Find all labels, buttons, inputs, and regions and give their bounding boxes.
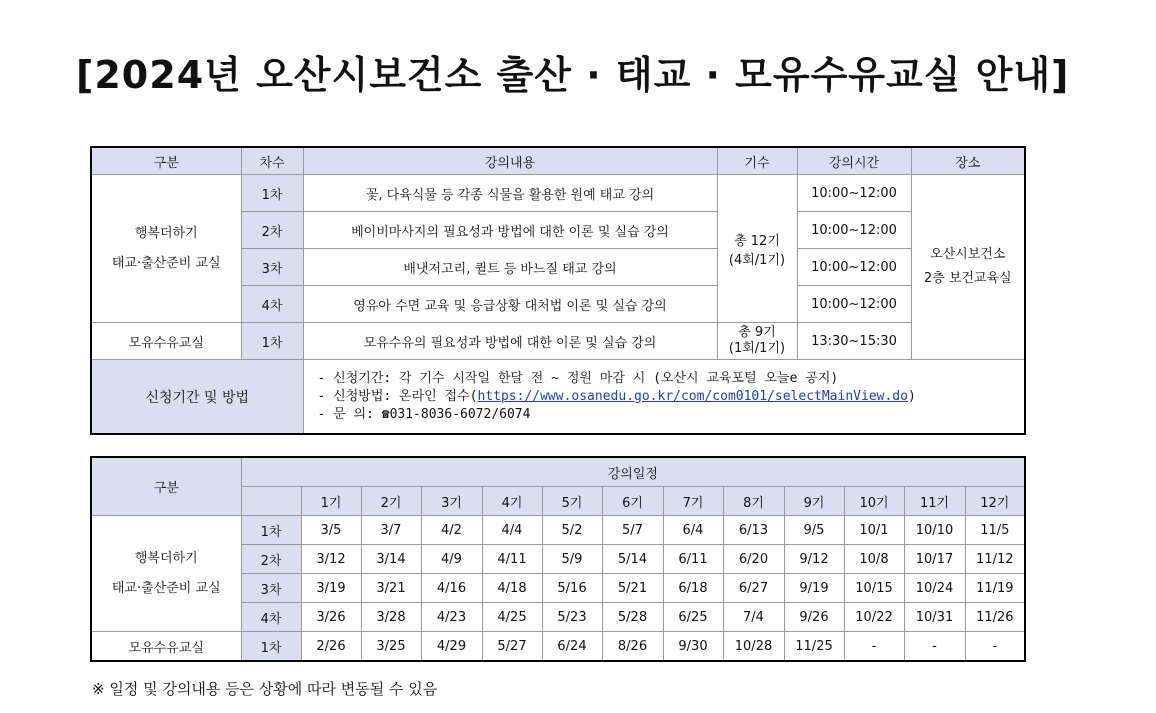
date-cell: 10/28: [723, 632, 784, 662]
round-cell: 1차: [241, 516, 301, 545]
content-cell: 배냇저고리, 퀼트 등 바느질 태교 강의: [303, 249, 717, 286]
date-cell: 9/19: [784, 574, 844, 603]
round-cell: 1차: [241, 175, 303, 212]
date-cell: 4/18: [482, 574, 542, 603]
col-cohort-6: 6기: [602, 487, 663, 516]
date-cell: 8/26: [602, 632, 663, 662]
date-cell: 7/4: [723, 603, 784, 632]
col-header-cohort: 기수: [717, 147, 797, 175]
content-cell: 꽃, 다육식물 등 각종 식물을 활용한 원예 태교 강의: [303, 175, 717, 212]
time-cell: 10:00~12:00: [797, 175, 911, 212]
date-cell: 9/30: [663, 632, 723, 662]
date-cell: 6/13: [723, 516, 784, 545]
date-cell: 4/16: [421, 574, 482, 603]
table-header-row: [91, 147, 1025, 175]
date-cell: 10/1: [844, 516, 904, 545]
apply-url-link[interactable]: https://www.osanedu.go.kr/com/com0101/selectMainView.do: [477, 388, 908, 404]
date-cell: 11/19: [965, 574, 1025, 603]
date-cell: 10/24: [904, 574, 965, 603]
time-cell: 10:00~12:00: [797, 286, 911, 323]
date-cell: 6/24: [542, 632, 602, 662]
cohort-cell-breastfeeding: 총 9기 (1회/1기): [717, 323, 797, 360]
date-cell: 6/25: [663, 603, 723, 632]
col-cohort-3: 3기: [421, 487, 482, 516]
date-cell: 11/5: [965, 516, 1025, 545]
col-cohort-9: 9기: [784, 487, 844, 516]
col-cohort-1: 1기: [301, 487, 361, 516]
program-info-table: [90, 146, 1026, 435]
date-cell: 10/15: [844, 574, 904, 603]
date-cell: 6/27: [723, 574, 784, 603]
date-cell: 3/14: [361, 545, 421, 574]
table-row: [91, 175, 1025, 212]
date-cell: 3/12: [301, 545, 361, 574]
schedule-header-row: [91, 457, 1025, 487]
table-row: [91, 632, 1025, 662]
date-cell: 4/23: [421, 603, 482, 632]
round-cell: 2차: [241, 212, 303, 249]
place-cell: 오산시보건소 2층 보건교육실: [911, 175, 1025, 360]
date-cell: 6/11: [663, 545, 723, 574]
time-cell: 10:00~12:00: [797, 212, 911, 249]
round-cell: 4차: [241, 286, 303, 323]
content-cell: 영유아 수면 교육 및 응급상황 대처법 이론 및 실습 강의: [303, 286, 717, 323]
time-cell: 10:00~12:00: [797, 249, 911, 286]
group-name-breastfeeding: 모유수유교실: [91, 323, 241, 360]
col-header-content: 강의내용: [303, 147, 717, 175]
date-cell: 4/4: [482, 516, 542, 545]
date-cell: 9/5: [784, 516, 844, 545]
date-cell: 5/7: [602, 516, 663, 545]
date-cell: 10/22: [844, 603, 904, 632]
col-header-category: 구분: [91, 147, 241, 175]
col-cohort-7: 7기: [663, 487, 723, 516]
date-cell: 3/21: [361, 574, 421, 603]
date-cell: 10/31: [904, 603, 965, 632]
date-cell: 3/26: [301, 603, 361, 632]
schedule-title-header: 강의일정: [241, 457, 1025, 487]
date-cell: 10/10: [904, 516, 965, 545]
round-cell: 4차: [241, 603, 301, 632]
date-cell: 10/17: [904, 545, 965, 574]
col-header-round: 차수: [241, 147, 303, 175]
col-cohort-4: 4기: [482, 487, 542, 516]
date-cell: 4/25: [482, 603, 542, 632]
content-cell: 모유수유의 필요성과 방법에 대한 이론 및 실습 강의: [303, 323, 717, 360]
date-cell: 3/7: [361, 516, 421, 545]
round-cell: 1차: [241, 632, 301, 662]
content-cell: 베이비마사지의 필요성과 방법에 대한 이론 및 실습 강의: [303, 212, 717, 249]
date-cell: 5/21: [602, 574, 663, 603]
date-cell: -: [844, 632, 904, 662]
date-cell: 6/18: [663, 574, 723, 603]
date-cell: 2/26: [301, 632, 361, 662]
col-cohort-11: 11기: [904, 487, 965, 516]
date-cell: 4/2: [421, 516, 482, 545]
round-cell: 2차: [241, 545, 301, 574]
date-cell: 4/29: [421, 632, 482, 662]
date-cell: 5/27: [482, 632, 542, 662]
date-cell: 5/2: [542, 516, 602, 545]
col-cohort-10: 10기: [844, 487, 904, 516]
schedule-group-breastfeeding: 모유수유교실: [91, 632, 241, 662]
date-cell: 5/16: [542, 574, 602, 603]
apply-period: - 신청기간: 각 기수 시작일 한달 전 ~ 정원 마감 시 (오산시 교육포털 오늘e 공지): [317, 370, 839, 386]
apply-row: [91, 360, 1025, 435]
date-cell: 6/4: [663, 516, 723, 545]
schedule-table: [90, 456, 1026, 662]
date-cell: 9/12: [784, 545, 844, 574]
date-cell: 6/20: [723, 545, 784, 574]
date-cell: 3/19: [301, 574, 361, 603]
date-cell: 5/9: [542, 545, 602, 574]
date-cell: 11/12: [965, 545, 1025, 574]
date-cell: 5/14: [602, 545, 663, 574]
date-cell: 4/9: [421, 545, 482, 574]
round-cell: 1차: [241, 323, 303, 360]
blank-header: [241, 487, 301, 516]
date-cell: 10/8: [844, 545, 904, 574]
cohort-cell-prenatal: 총 12기 (4회/1기): [717, 175, 797, 323]
col-cohort-8: 8기: [723, 487, 784, 516]
round-cell: 3차: [241, 574, 301, 603]
col-header-time: 강의시간: [797, 147, 911, 175]
footnote: ※ 일정 및 강의내용 등은 상황에 따라 변동될 수 있음: [92, 680, 438, 698]
page-title: [2024년 오산시보건소 출산 · 태교 · 모유수유교실 안내]: [76, 53, 1070, 97]
time-cell: 13:30~15:30: [797, 323, 911, 360]
table-row: [91, 323, 1025, 360]
col-cohort-5: 5기: [542, 487, 602, 516]
date-cell: 5/23: [542, 603, 602, 632]
group-name-prenatal: 행복더하기 태교·출산준비 교실: [91, 175, 241, 323]
date-cell: -: [904, 632, 965, 662]
date-cell: -: [965, 632, 1025, 662]
date-cell: 3/25: [361, 632, 421, 662]
date-cell: 11/25: [784, 632, 844, 662]
col-header-place: 장소: [911, 147, 1025, 175]
date-cell: 5/28: [602, 603, 663, 632]
apply-details: [303, 360, 1025, 435]
apply-label: 신청기간 및 방법: [91, 360, 303, 435]
date-cell: 3/5: [301, 516, 361, 545]
date-cell: 9/26: [784, 603, 844, 632]
col-cohort-2: 2기: [361, 487, 421, 516]
schedule-group-prenatal: 행복더하기 태교·출산준비 교실: [91, 516, 241, 632]
apply-method: - 신청방법: 온라인 접수(https://www.osanedu.go.kr/com/com0101/selectMainView.do): [317, 388, 916, 404]
table-row: [91, 516, 1025, 545]
date-cell: 11/26: [965, 603, 1025, 632]
schedule-category-header: 구분: [91, 457, 241, 516]
col-cohort-12: 12기: [965, 487, 1025, 516]
date-cell: 3/28: [361, 603, 421, 632]
apply-contact: - 문 의: ☎031-8036-6072/6074: [317, 406, 531, 422]
date-cell: 4/11: [482, 545, 542, 574]
round-cell: 3차: [241, 249, 303, 286]
